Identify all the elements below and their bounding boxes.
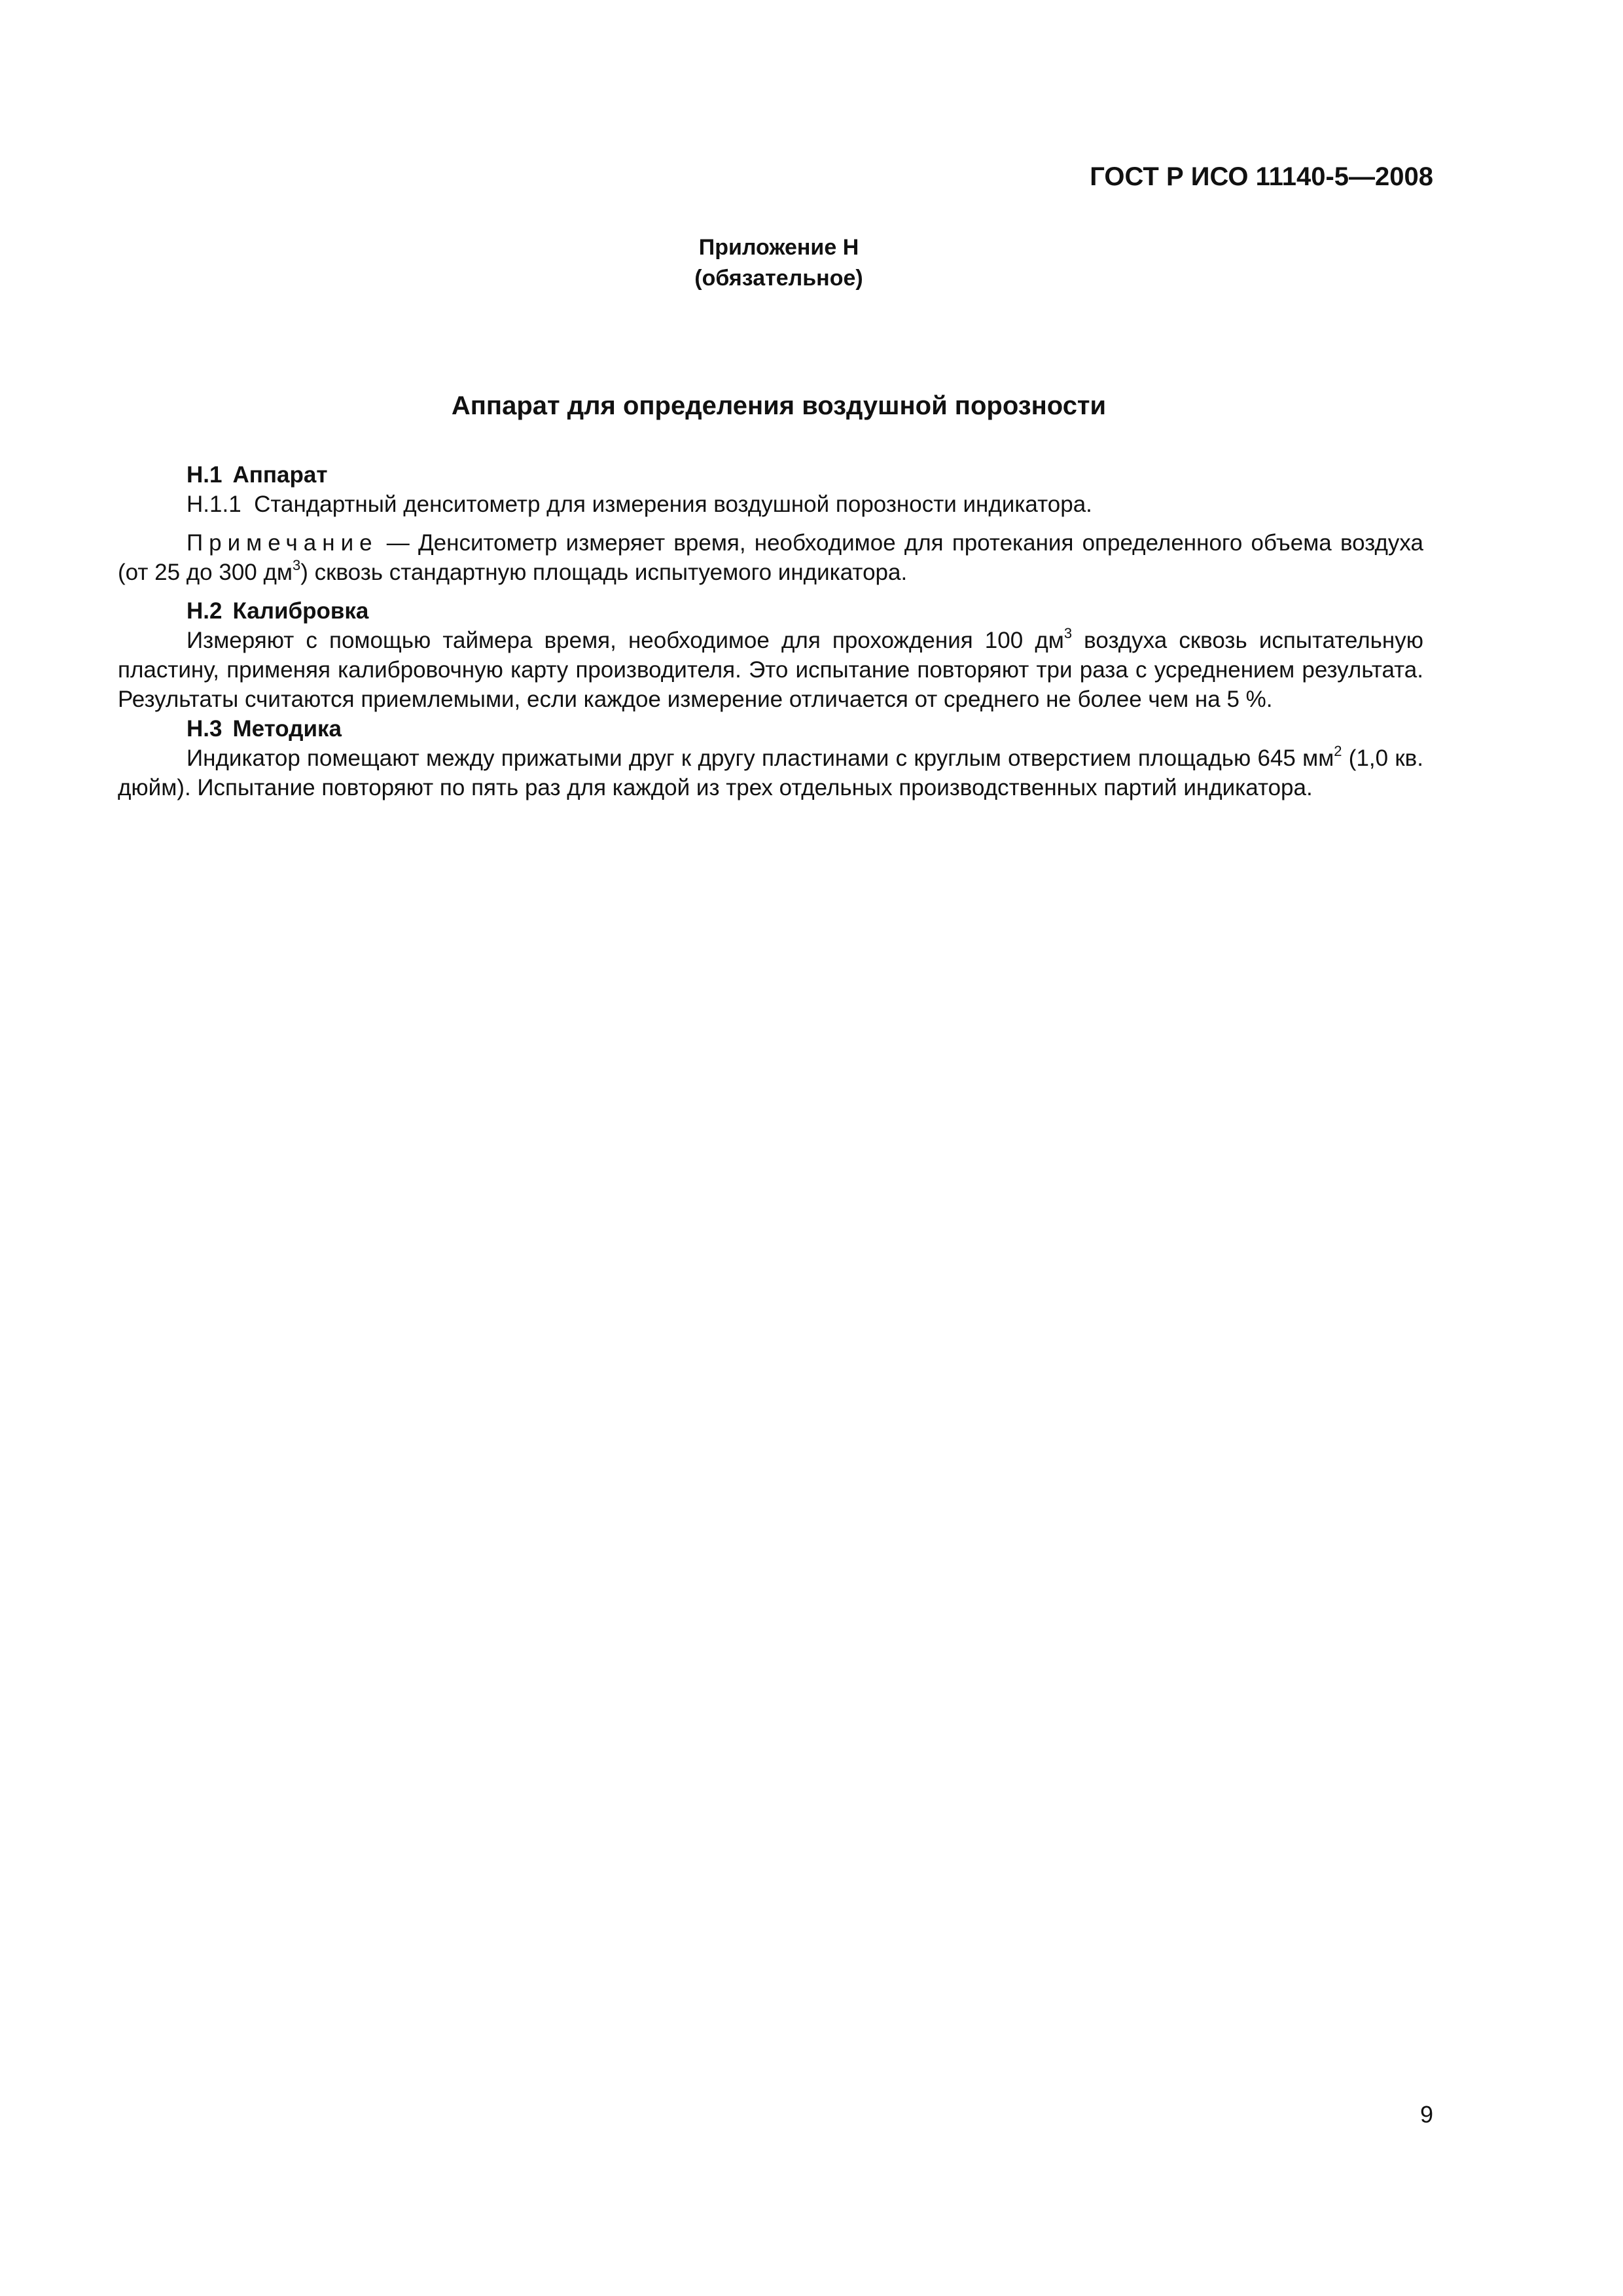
document-body: [118, 460, 1423, 802]
method-paragraph: [118, 744, 1423, 802]
section-title: Калибровка: [232, 598, 369, 624]
calibration-superscript: 3: [1063, 625, 1073, 642]
calibration-text-part1: Измеряют с помощью таймера время, необходимое для прохождения 100 дм: [187, 628, 1064, 653]
method-text-part2: (1,0 кв. дюйм). Испытание повторяют по пять раз для каждой из трех отдельных производственных партий индикатора.: [118, 745, 1423, 800]
section-number: Н.1: [187, 462, 223, 488]
annex-heading: Аппарат для определения воздушной порозности: [451, 391, 1107, 420]
note-text-part1: — Денситометр измеряет время, необходимое для протекания определенного объема воздуха (от 25 до 300 дм: [118, 530, 1423, 585]
section-number: Н.3: [187, 716, 223, 742]
section-heading-h2: [118, 596, 1423, 626]
document-code: ГОСТ Р ИСО 11140-5—2008: [1090, 162, 1433, 191]
section-heading-h3: [118, 714, 1423, 744]
section-title: Методика: [232, 716, 342, 742]
clause-text: Стандартный денситометр для измерения воздушной порозности индикатора.: [254, 492, 1092, 517]
method-superscript: 2: [1334, 743, 1342, 760]
clause-number: Н.1.1: [187, 492, 241, 517]
clause-h1-1: [118, 490, 1423, 519]
section-title: Аппарат: [232, 462, 328, 488]
annex-title: Приложение Н: [698, 235, 859, 260]
note-label: Примечание: [187, 530, 378, 556]
page-number: 9: [1419, 2101, 1433, 2128]
note-text-part2: ) сквозь стандартную площадь испытуемого индикатора.: [300, 560, 908, 585]
note-paragraph: [118, 528, 1423, 587]
section-number: Н.2: [187, 598, 223, 624]
section-heading-h1: [118, 460, 1423, 490]
annex-status: (обязательное): [694, 266, 863, 291]
method-text-part1: Индикатор помещают между прижатыми друг к другу пластинами с круглым отверстием площадью 645 мм: [187, 745, 1334, 771]
calibration-paragraph: [118, 626, 1423, 714]
calibration-text-part2: воздуха сквозь испытательную пластину, применяя калибровочную карту производителя. Это испытание повторяют три раза с усреднением результата. Результаты считаются приемлемыми, если каждое измерение отличается от среднего не более чем на 5 %.: [118, 628, 1423, 712]
note-superscript: 3: [292, 557, 301, 574]
